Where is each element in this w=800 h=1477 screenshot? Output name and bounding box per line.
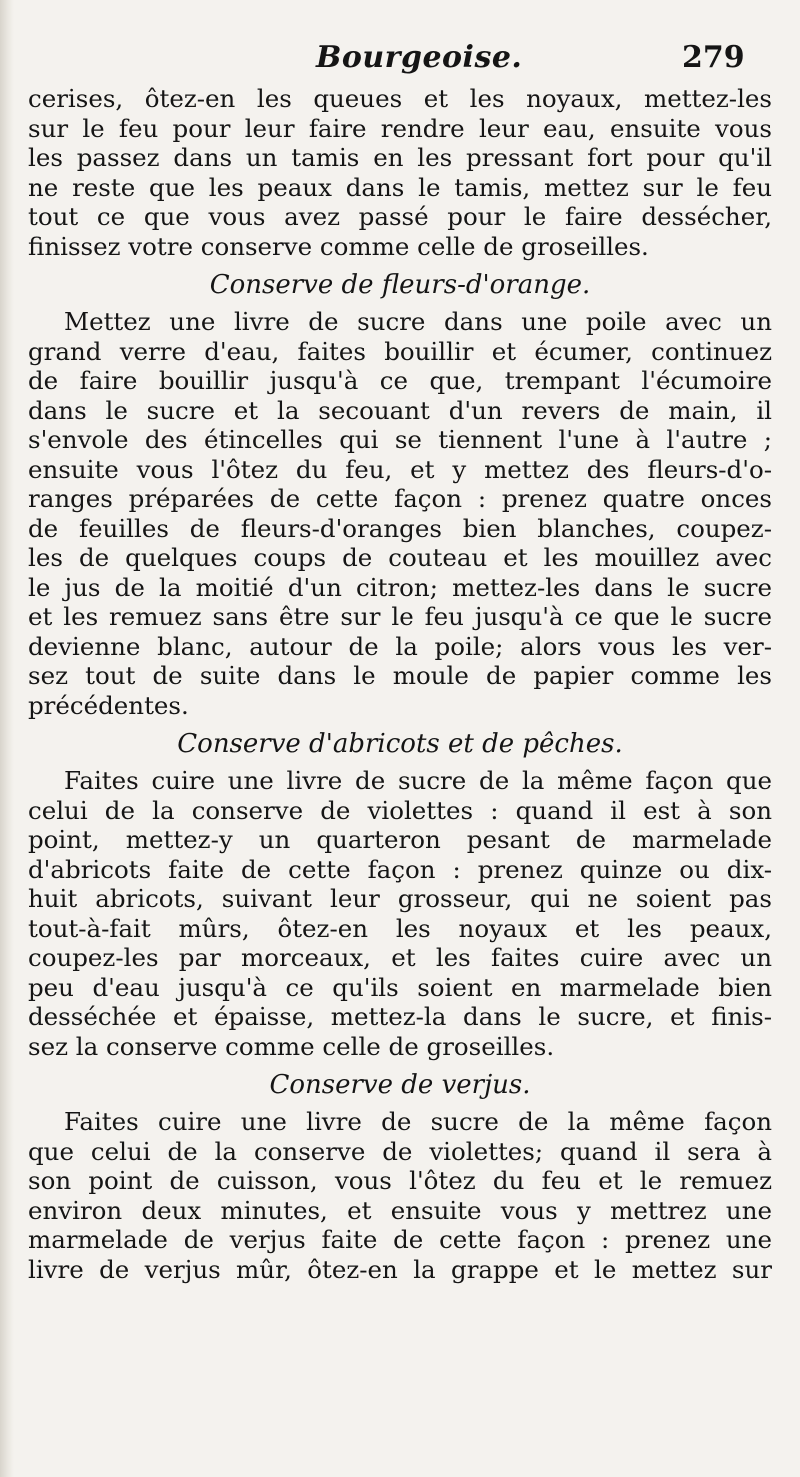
verjus-paragraph (28, 1107, 772, 1284)
text-line: peu d'eau jusqu'à ce qu'ils soient en marmelade bien (28, 972, 772, 1002)
section-heading-fleurs: Conserve de fleurs-d'orange. (209, 270, 591, 300)
text-line: sez tout de suite dans le moule de papier comme les (28, 661, 772, 690)
running-head (0, 36, 800, 80)
text-line: grand verre d'eau, faites bouillir et écumer, continuez (28, 336, 772, 366)
text-line: devienne blanc, autour de la poile; alors vous les ver- (28, 631, 772, 661)
text-line: ne reste que les peaux dans le tamis, mettez sur le feu (28, 172, 772, 202)
text-line: desséchée et épaisse, mettez-la dans le sucre, et finis- (28, 1002, 772, 1031)
text-line: sur le feu pour leur faire rendre leur eau, ensuite vous (28, 113, 772, 143)
text-line: marmelade de verjus faite de cette façon : prenez une (28, 1225, 772, 1254)
text-line: le jus de la moitié d'un citron; mettez-les dans le sucre (28, 572, 772, 602)
text-line: huit abricots, suivant leur grosseur, qui ne soient pas (28, 884, 772, 913)
section-heading-verjus: Conserve de verjus. (269, 1070, 531, 1100)
text-line: de faire bouillir jusqu'à ce que, trempant l'écumoire (28, 366, 772, 395)
text-line: dans le sucre et la secouant d'un revers de main, il (28, 395, 772, 425)
text-line: livre de verjus mûr, ôtez-en la grappe et le mettez sur (28, 1254, 772, 1284)
section-heading-abricots: Conserve d'abricots et de pêches. (177, 729, 623, 759)
text-line: tout-à-fait mûrs, ôtez-en les noyaux et les peaux, (28, 913, 772, 943)
text-line: coupez-les par morceaux, et les faites cuire avec un (28, 943, 772, 972)
text-line: s'envole des étincelles qui se tiennent l'une à l'autre ; (28, 425, 772, 454)
text-line: finissez votre conserve comme celle de groseilles. (28, 231, 649, 261)
text-line: ranges préparées de cette façon : prenez quatre onces (28, 484, 772, 513)
text-line: environ deux minutes, et ensuite vous y mettrez une (28, 1195, 772, 1225)
fleurs-paragraph (28, 307, 772, 720)
text-line: les passez dans un tamis en les pressant fort pour qu'il (28, 143, 772, 172)
text-line: d'abricots faite de cette façon : prenez quinze ou dix- (28, 854, 772, 884)
running-title: Bourgeoise. (316, 40, 523, 75)
text-line: ensuite vous l'ôtez du feu, et y mettez des fleurs-d'o- (28, 454, 772, 484)
text-line: Mettez une livre de sucre dans une poile avec un (64, 307, 772, 336)
text-line: cerises, ôtez-en les queues et les noyaux, mettez-les (28, 84, 772, 113)
abricots-paragraph (28, 766, 772, 1061)
intro-paragraph (28, 84, 772, 261)
text-line: que celui de la conserve de violettes; quand il sera à (28, 1136, 772, 1166)
binding-edge (0, 0, 14, 1477)
text-line: celui de la conserve de violettes : quand il est à son (28, 795, 772, 825)
text-line: son point de cuisson, vous l'ôtez du feu et le remuez (28, 1166, 772, 1195)
text-line: précédentes. (28, 690, 189, 720)
text-line: sez la conserve comme celle de groseilles. (28, 1031, 555, 1061)
text-line: Faites cuire une livre de sucre de la même façon (64, 1107, 772, 1136)
text-line: et les remuez sans être sur le feu jusqu'à ce que le sucre (28, 602, 772, 631)
text-line: de feuilles de fleurs-d'oranges bien blanches, coupez- (28, 513, 772, 543)
text-block (28, 84, 772, 1284)
text-line: Faites cuire une livre de sucre de la même façon que (64, 766, 772, 795)
text-line: les de quelques coups de couteau et les mouillez avec (28, 543, 772, 572)
page-number: 279 (682, 40, 745, 75)
text-line: point, mettez-y un quarteron pesant de marmelade (28, 825, 772, 854)
text-line: tout ce que vous avez passé pour le faire dessécher, (28, 202, 772, 231)
